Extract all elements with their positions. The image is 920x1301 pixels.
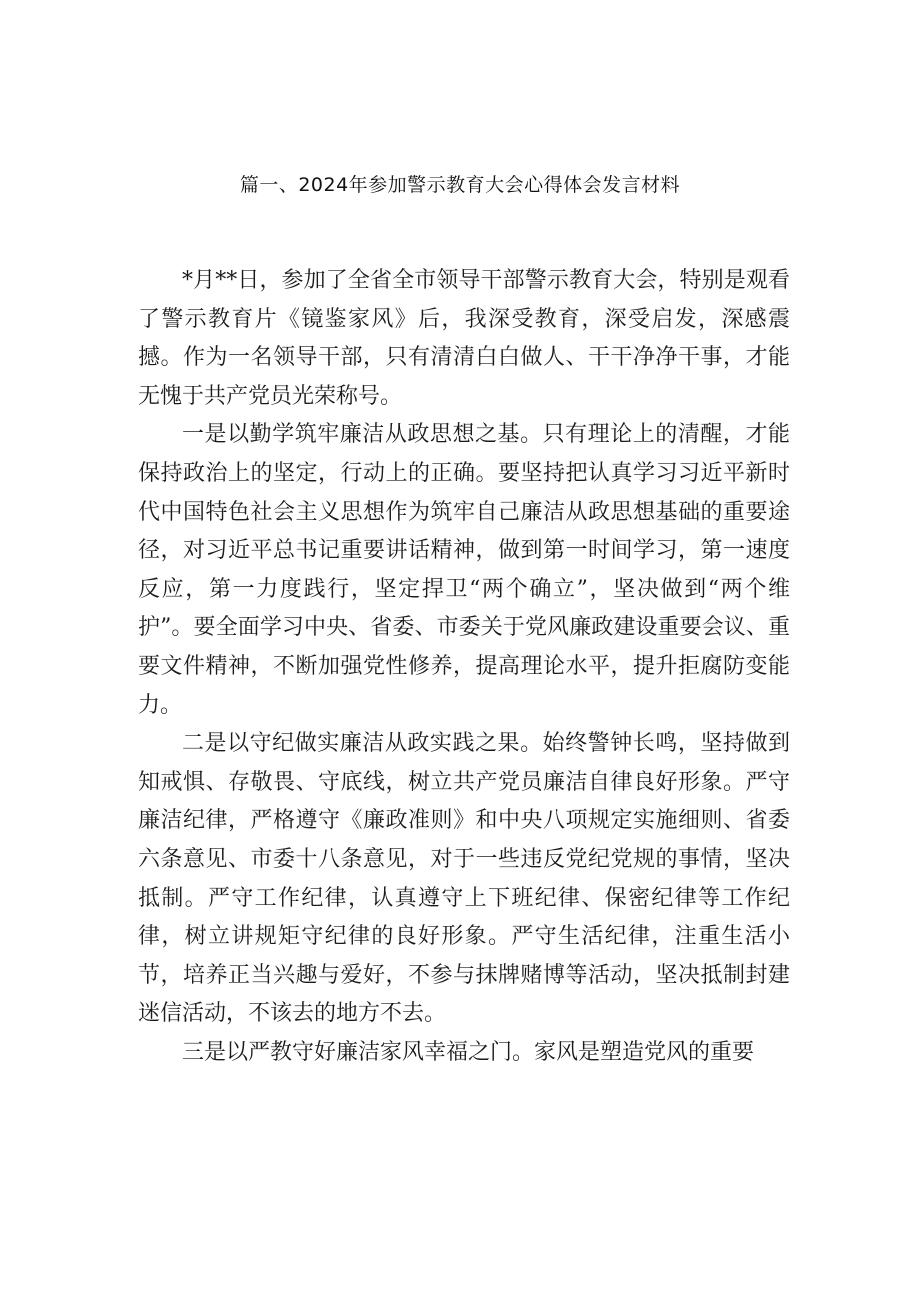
- paragraph-point-two: 二是以守纪做实廉洁从政实践之果。始终警钟长鸣，坚持做到知戒惧、存敬畏、守底线，树立共产党员廉洁自律良好形象。严守廉洁纪律，严格遵守《廉政准则》和中央八项规定实施细则、省委六条意见、市委十八条意见，对于一些违反党纪党规的事情，坚决抵制。严守工作纪律，认真遵守上下班纪律、保密纪律等工作纪律，树立讲规矩守纪律的良好形象。严守生活纪律，注重生活小节，培养正当兴趣与爱好，不参与抹牌赌博等活动，坚决抵制封建迷信活动，不该去的地方不去。: [138, 731, 790, 1027]
- paragraph-point-three: 三是以严教守好廉洁家风幸福之门。家风是塑造党风的重要: [182, 1039, 755, 1065]
- paragraph-intro: *月**日，参加了全省全市领导干部警示教育大会，特别是观看了警示教育片《镜鉴家风》后，我深受教育，深受启发，深感震撼。作为一名领导干部，只有清清白白做人、干干净净干事，才能无愧于共产党员光荣称号。: [138, 268, 790, 409]
- document-title: 篇一、2024年参加警示教育大会心得体会发言材料: [239, 174, 681, 196]
- paragraph-point-one: 一是以勤学筑牢廉洁从政思想之基。只有理论上的清醒，才能保持政治上的坚定，行动上的正确。要坚持把认真学习习近平新时代中国特色社会主义思想作为筑牢自己廉洁从政思想基础的重要途径，对习近平总书记重要讲话精神，做到第一时间学习，第一速度反应，第一力度践行，坚定捍卫“两个确立”，坚决做到“两个维护”。要全面学习中央、省委、市委关于党风廉政建设重要会议、重要文件精神，不断加强党性修养，提高理论水平，提升拒腐防变能力。: [138, 422, 790, 718]
- document-body: [138, 262, 790, 1072]
